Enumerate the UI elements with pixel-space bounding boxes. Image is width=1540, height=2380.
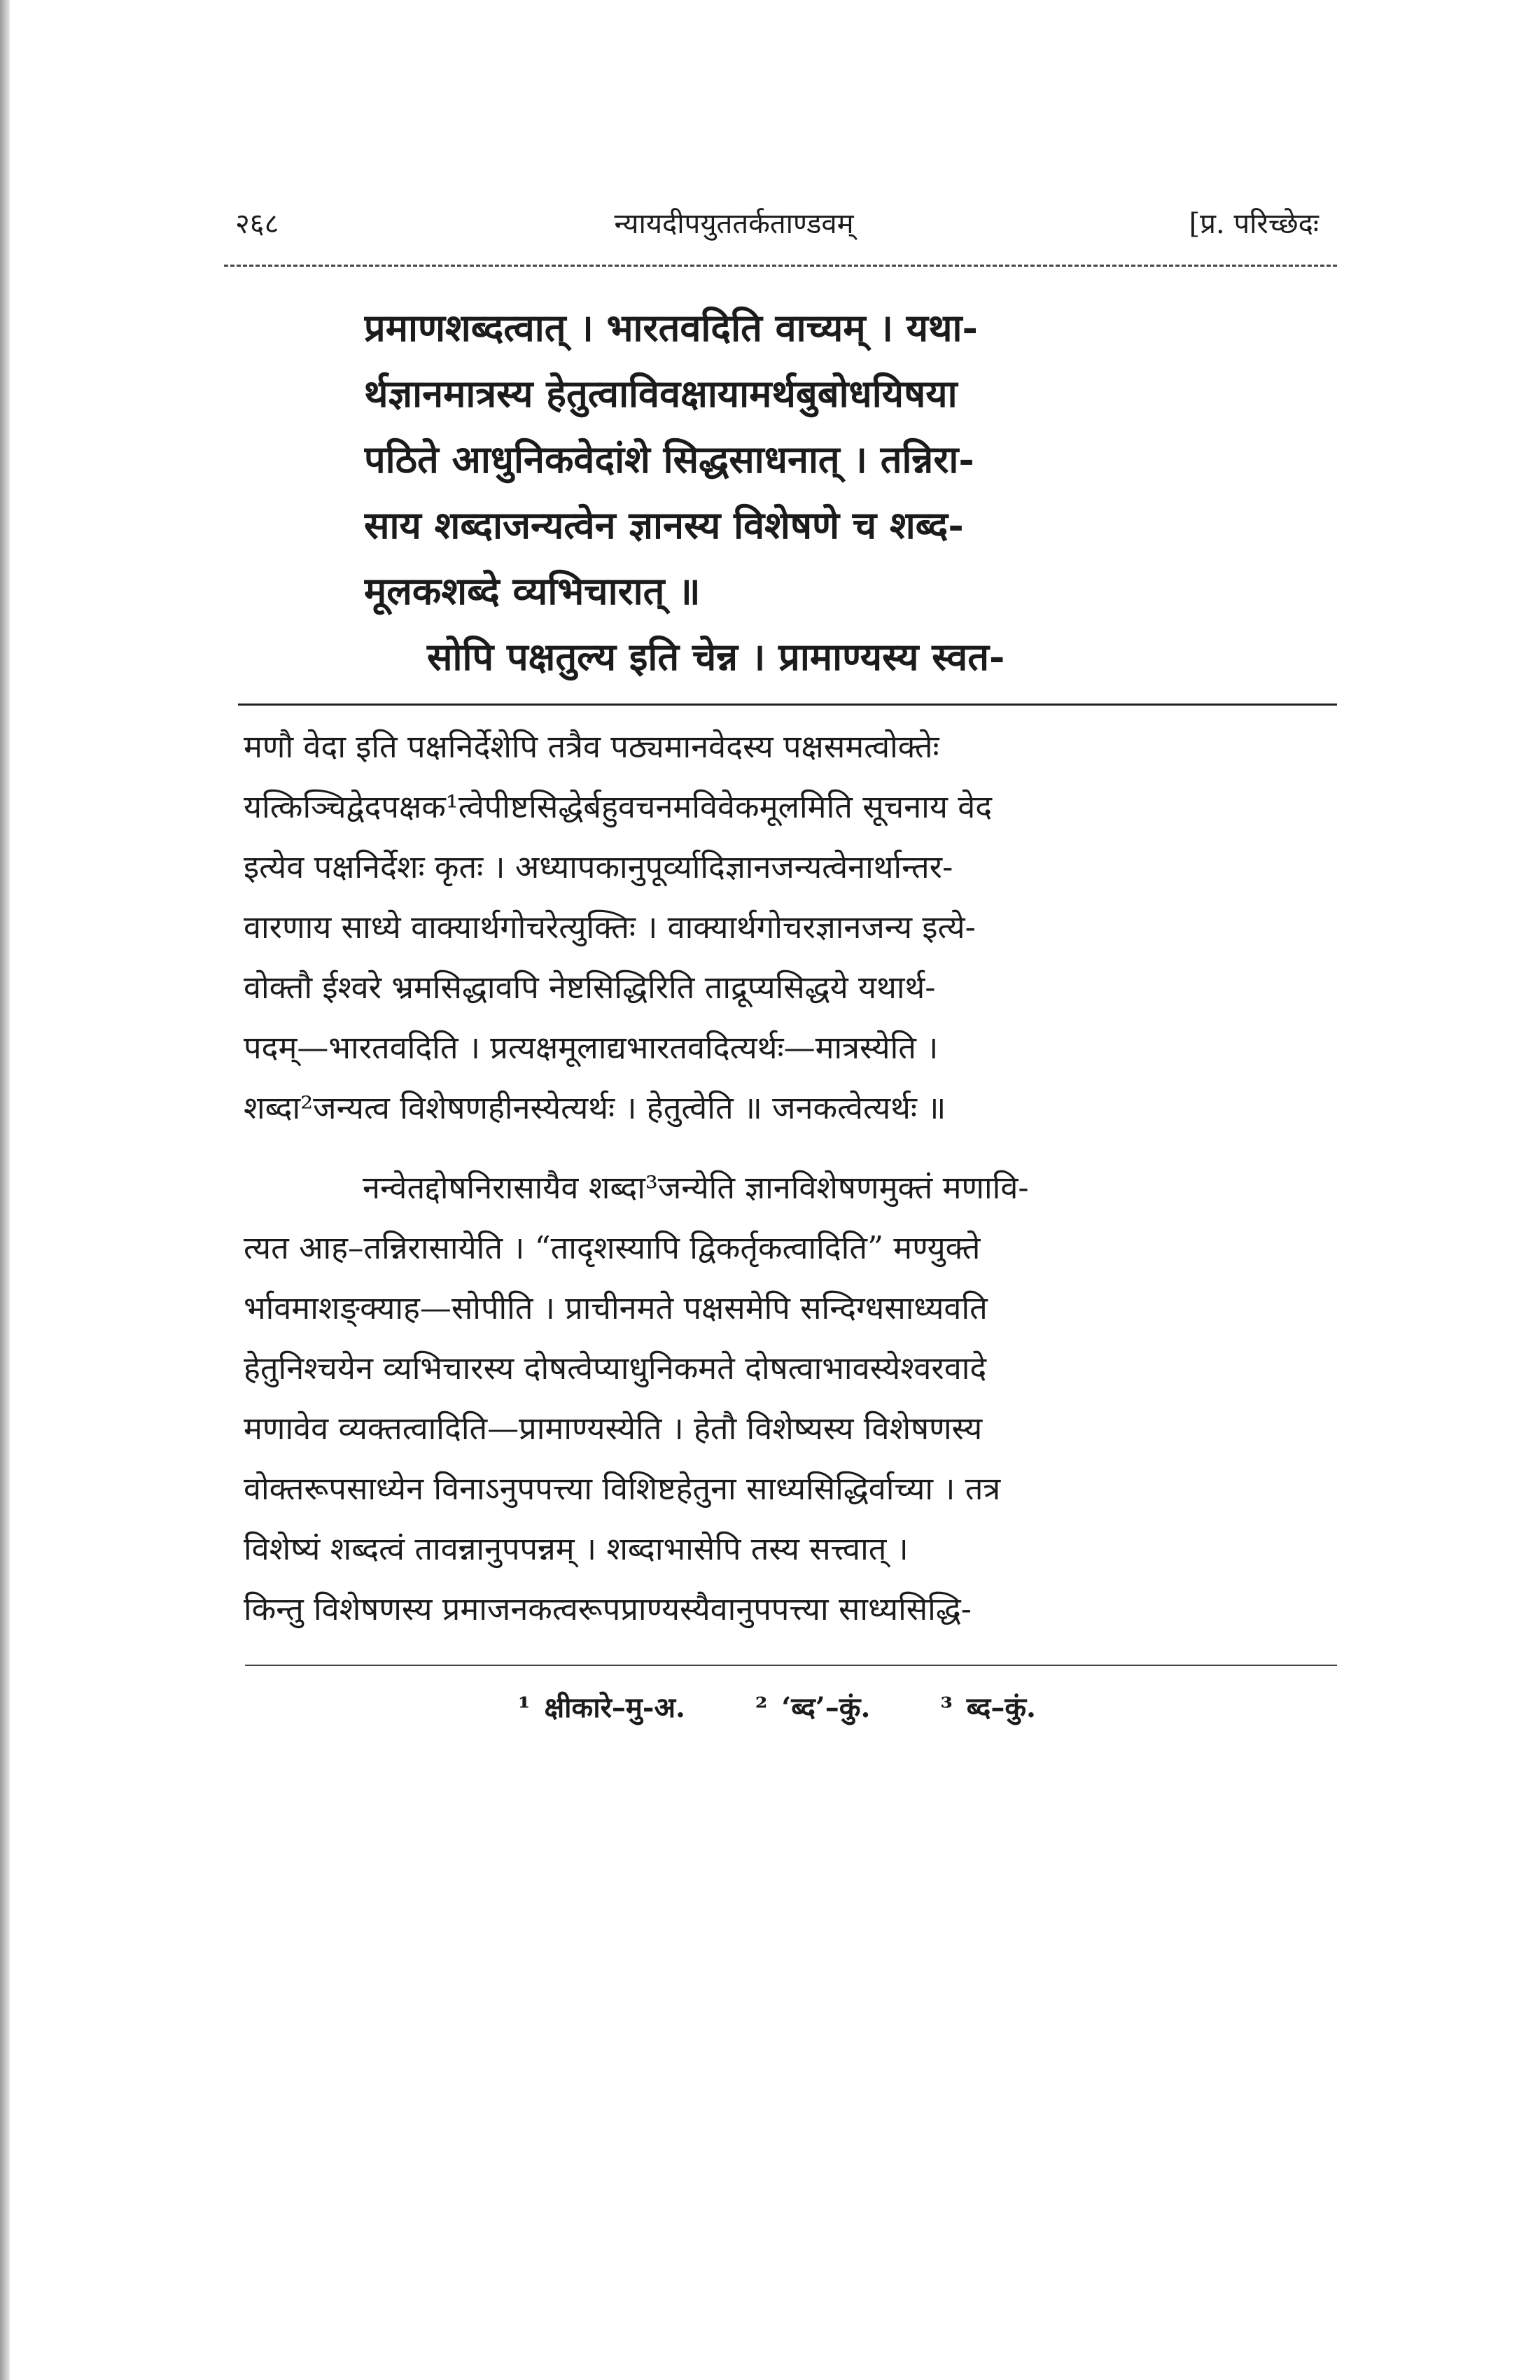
running-header	[231, 203, 1323, 259]
commentary-line: यत्किञ्चिद्वेदपक्षक¹त्वेपीष्टसिद्धेर्बहुवचनमविवेकमूलमिति सूचनाय वेद	[244, 788, 993, 825]
commentary-line: वोक्तौ ईश्वरे भ्रमसिद्धावपि नेष्टसिद्धिरिति ताद्रूप्यसिद्धये यथार्थ-	[244, 969, 936, 1006]
scan-edge	[0, 0, 10, 2380]
footnotes	[231, 1687, 1323, 1726]
running-title: न्यायदीपयुततर्कताण्डवम्	[614, 208, 854, 240]
footnote-1: ¹ क्षीकारे–मु-अ.	[518, 1691, 685, 1724]
commentary-line: र्भावमाशङ्क्याह—सोपीति । प्राचीनमते पक्षसमेपि सन्दिग्धसाध्यवति	[244, 1289, 988, 1326]
verse-line: पठिते आधुनिकवेदांशे सिद्धसाधनात् । तन्निरा-	[364, 437, 974, 482]
commentary	[231, 717, 1323, 1639]
verse-line: प्रमाणशब्दत्वात् । भारतवदिति वाच्यम् । यथा-	[364, 305, 978, 350]
footnote-divider	[245, 1665, 1337, 1666]
commentary-line: वारणाय साध्ये वाक्यार्थगोचरेत्युक्तिः । वाक्यार्थगोचरज्ञानजन्य इत्ये-	[244, 909, 976, 946]
commentary-paragraph-2	[244, 1158, 1323, 1639]
commentary-line: शब्दा²जन्यत्व विशेषणहीनस्येत्यर्थः । हेतुत्वेति ॥ जनकत्वेत्यर्थः ॥	[244, 1089, 946, 1126]
commentary-line: पदम्—भारतवदिति । प्रत्यक्षमूलाद्यभारतवदित्यर्थः—मात्रस्येति ।	[244, 1029, 939, 1066]
commentary-paragraph-1	[244, 717, 1323, 1138]
page-number: २६८	[235, 208, 279, 240]
section-label: [प्र. परिच्छेदः	[1189, 208, 1319, 240]
commentary-line: विशेष्यं शब्दत्वं तावन्नानुपपन्नम् । शब्दाभासेपि तस्य सत्त्वात् ।	[244, 1530, 909, 1567]
verse-line: साय शब्दाजन्यत्वेन ज्ञानस्य विशेषणे च शब्द-	[364, 503, 964, 547]
verse-line: सोपि पक्षतुल्य इति चेन्न । प्रामाण्यस्य स्वत-	[427, 634, 1005, 679]
commentary-line: इत्येव पक्षनिर्देशः कृतः । अध्यापकानुपूर्व्यादिज्ञानजन्यत्वेनार्थान्तर-	[244, 848, 953, 886]
verse-divider	[238, 704, 1337, 706]
header-divider	[224, 265, 1337, 267]
footnote-2: ² ‘ब्द’–कुं.	[755, 1691, 871, 1724]
commentary-line: हेतुनिश्चयेन व्यभिचारस्य दोषत्वेप्याधुनिकमते दोषत्वाभावस्येश्वरवादे	[244, 1350, 987, 1387]
commentary-line: नन्वेतद्दोषनिरासायैव शब्दा³जन्येति ज्ञानविशेषणमुक्तं मणावि-	[363, 1169, 1029, 1206]
commentary-line: मणावेव व्यक्तत्वादिति—प्रामाण्यस्येति । हेतौ विशेष्यस्य विशेषणस्य	[244, 1410, 983, 1447]
commentary-line: वोक्तरूपसाध्येन विनाऽनुपपत्त्या विशिष्टहेतुना साध्यसिद्धिर्वाच्या । तत्र	[244, 1470, 1001, 1507]
verse-line: र्थज्ञानमात्रस्य हेतुत्वाविवक्षायामर्थबुबोधयिषया	[364, 371, 958, 416]
commentary-line: त्यत आह–तन्निरासायेति । “तादृशस्यापि द्विकर्तृकत्वादिति” मण्युक्ते	[244, 1229, 981, 1266]
page	[231, 203, 1323, 1726]
root-text	[231, 295, 1323, 690]
verse-line: मूलकशब्दे व्यभिचारात् ॥	[364, 568, 701, 613]
commentary-line: मणौ वेदा इति पक्षनिर्देशेपि तत्रैव पठ्यमानवेदस्य पक्षसमत्वोक्तेः	[244, 728, 939, 765]
commentary-line: किन्तु विशेषणस्य प्रमाजनकत्वरूपप्राण्यस्यैवानुपपत्त्या साध्यसिद्धि-	[244, 1590, 972, 1628]
footnote-3: ³ ब्द–कुं.	[940, 1691, 1036, 1724]
